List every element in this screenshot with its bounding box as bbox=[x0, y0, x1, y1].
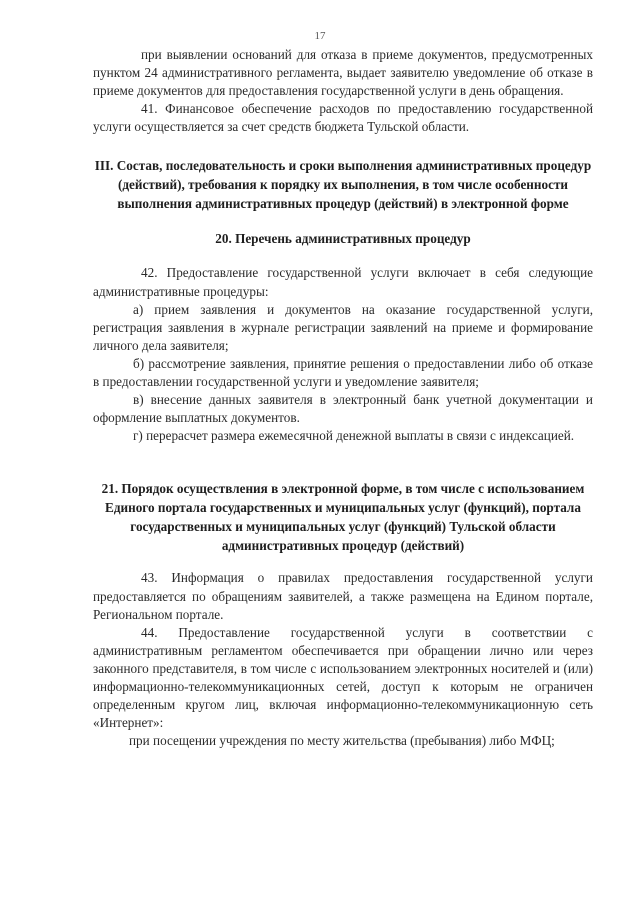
document-body bbox=[93, 46, 593, 750]
page-number: 17 bbox=[314, 30, 326, 42]
list-item-a: а) прием заявления и документов на оказание государственной услуги, регистрация заявления в журнале регистрации заявлений на приеме и формирование личного дела заявителя; bbox=[93, 301, 593, 353]
list-item-b: б) рассмотрение заявления, принятие решения о предоставлении либо об отказе в предоставлении государственной услуги и уведомление заявителя; bbox=[93, 355, 593, 390]
subsection-20-heading: 20. Перечень административных процедур bbox=[215, 231, 471, 247]
paragraph-43: 43. Информация о правилах предоставления государственной услуги предоставляется по обращениям заявителей, а также размещена на Едином портале, Региональном портале. bbox=[93, 570, 593, 622]
paragraph-refusal: при выявлении оснований для отказа в приеме документов, предусмотренных пунктом 24 административного регламента, выдает заявителю уведомление об отказе в приеме документов для предоставления государственной услуги в день обращения. bbox=[93, 47, 593, 99]
paragraph-44-item: при посещении учреждения по месту жительства (пребывания) либо МФЦ; bbox=[129, 733, 555, 749]
section-3-heading: III. Состав, последовательность и сроки выполнения административных процедур (действий), требования к порядку их выполнения, в том числе особенности выполнения административных процедур (действий) в электронной форме bbox=[94, 158, 592, 212]
subsection-21-heading: 21. Порядок осуществления в электронной форме, в том числе с использованием Единого портала государственных и муниципальных услуг (функций), портала государственных и муниципальных услуг (функций) Тульской области административных процедур (действий) bbox=[101, 481, 585, 554]
paragraph-41: 41. Финансовое обеспечение расходов по предоставлению государственной услуги осуществляется за счет средств бюджета Тульской области. bbox=[93, 101, 593, 135]
paragraph-44: 44. Предоставление государственной услуги в соответствии с административным регламентом обеспечивается при обращении лично или через законного представителя, в том числе с использованием электронных носителей и (или) информационно-телекоммуникационных сетей, доступ к которым не ограничен определенным кругом лиц, включая информационно-телекоммуникационную сеть «Интернет»: bbox=[93, 624, 593, 731]
list-item-v: в) внесение данных заявителя в электронный банк учетной документации и оформление выплатных документов. bbox=[93, 392, 593, 426]
list-item-g: г) перерасчет размера ежемесячной денежной выплаты в связи с индексацией. bbox=[133, 428, 575, 444]
paragraph-42: 42. Предоставление государственной услуги включает в себя следующие административные процедуры: bbox=[93, 265, 593, 299]
